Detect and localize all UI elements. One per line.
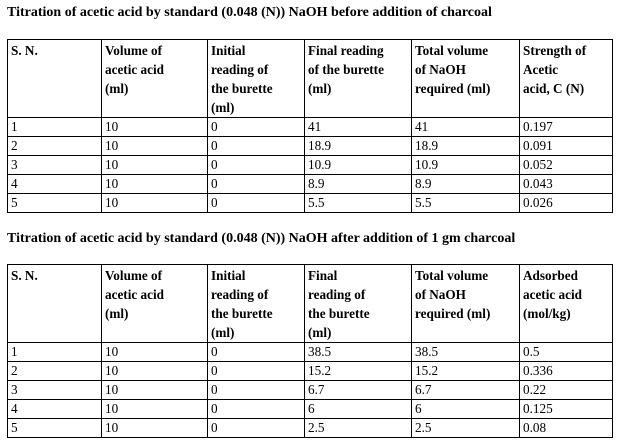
table-row xyxy=(8,400,613,419)
cell-adsorbed: 0.5 xyxy=(520,343,613,362)
cell-final: 41 xyxy=(305,118,412,137)
cell-volume: 10 xyxy=(102,156,208,175)
cell-final: 10.9 xyxy=(305,156,412,175)
cell-total: 6 xyxy=(412,400,520,419)
table-row xyxy=(8,362,613,381)
cell-volume: 10 xyxy=(102,137,208,156)
titration-before-charcoal-table xyxy=(7,39,613,213)
table-header-row xyxy=(8,40,613,118)
header-adsorbed-acetic-acid: Adsorbed acetic acid (mol/kg) xyxy=(520,265,613,343)
header-initial-reading: Initial reading of the burette (ml) xyxy=(208,40,305,118)
header-sn: S. N. xyxy=(8,40,102,118)
cell-adsorbed: 0.08 xyxy=(520,419,613,438)
cell-strength: 0.043 xyxy=(520,175,613,194)
cell-sn: 2 xyxy=(8,137,102,156)
cell-strength: 0.091 xyxy=(520,137,613,156)
cell-total: 2.5 xyxy=(412,419,520,438)
table-row xyxy=(8,175,613,194)
cell-final: 18.9 xyxy=(305,137,412,156)
cell-total: 38.5 xyxy=(412,343,520,362)
cell-final: 6 xyxy=(305,400,412,419)
cell-sn: 5 xyxy=(8,419,102,438)
cell-initial: 0 xyxy=(208,194,305,213)
table-row xyxy=(8,194,613,213)
cell-strength: 0.026 xyxy=(520,194,613,213)
table-header-row xyxy=(8,265,613,343)
cell-final: 6.7 xyxy=(305,381,412,400)
cell-volume: 10 xyxy=(102,362,208,381)
cell-final: 5.5 xyxy=(305,194,412,213)
header-total-volume-naoh: Total volume of NaOH required (ml) xyxy=(412,40,520,118)
cell-initial: 0 xyxy=(208,381,305,400)
cell-volume: 10 xyxy=(102,419,208,438)
table-row xyxy=(8,419,613,438)
cell-adsorbed: 0.125 xyxy=(520,400,613,419)
header-final-reading: Final reading of the burette (ml) xyxy=(305,40,412,118)
table-row xyxy=(8,343,613,362)
cell-initial: 0 xyxy=(208,343,305,362)
cell-initial: 0 xyxy=(208,419,305,438)
cell-initial: 0 xyxy=(208,175,305,194)
cell-volume: 10 xyxy=(102,194,208,213)
cell-volume: 10 xyxy=(102,175,208,194)
header-strength-acetic-acid: Strength of Acetic acid, C (N) xyxy=(520,40,613,118)
cell-final: 15.2 xyxy=(305,362,412,381)
header-volume-acetic-acid: Volume of acetic acid (ml) xyxy=(102,40,208,118)
table-row xyxy=(8,118,613,137)
cell-total: 10.9 xyxy=(412,156,520,175)
cell-total: 8.9 xyxy=(412,175,520,194)
cell-strength: 0.052 xyxy=(520,156,613,175)
cell-initial: 0 xyxy=(208,362,305,381)
cell-final: 2.5 xyxy=(305,419,412,438)
cell-final: 8.9 xyxy=(305,175,412,194)
cell-initial: 0 xyxy=(208,137,305,156)
cell-volume: 10 xyxy=(102,400,208,419)
cell-sn: 3 xyxy=(8,381,102,400)
cell-volume: 10 xyxy=(102,381,208,400)
cell-total: 6.7 xyxy=(412,381,520,400)
cell-total: 15.2 xyxy=(412,362,520,381)
table1-caption: Titration of acetic acid by standard (0.048 (N)) NaOH before addition of charcoal xyxy=(7,5,492,20)
header-initial-reading: Initial reading of the burette (ml) xyxy=(208,265,305,343)
cell-sn: 2 xyxy=(8,362,102,381)
titration-after-charcoal-table xyxy=(7,264,613,438)
cell-total: 18.9 xyxy=(412,137,520,156)
cell-volume: 10 xyxy=(102,118,208,137)
cell-strength: 0.197 xyxy=(520,118,613,137)
cell-adsorbed: 0.22 xyxy=(520,381,613,400)
cell-total: 5.5 xyxy=(412,194,520,213)
cell-initial: 0 xyxy=(208,400,305,419)
table-row xyxy=(8,137,613,156)
table2-caption: Titration of acetic acid by standard (0.048 (N)) NaOH after addition of 1 gm charcoal xyxy=(7,231,516,246)
cell-sn: 1 xyxy=(8,343,102,362)
table-row xyxy=(8,156,613,175)
cell-initial: 0 xyxy=(208,118,305,137)
cell-sn: 5 xyxy=(8,194,102,213)
cell-adsorbed: 0.336 xyxy=(520,362,613,381)
cell-sn: 4 xyxy=(8,175,102,194)
cell-sn: 3 xyxy=(8,156,102,175)
cell-initial: 0 xyxy=(208,156,305,175)
header-sn: S. N. xyxy=(8,265,102,343)
table-row xyxy=(8,381,613,400)
cell-final: 38.5 xyxy=(305,343,412,362)
cell-sn: 4 xyxy=(8,400,102,419)
cell-volume: 10 xyxy=(102,343,208,362)
header-volume-acetic-acid: Volume of acetic acid (ml) xyxy=(102,265,208,343)
cell-total: 41 xyxy=(412,118,520,137)
header-final-reading: Final reading of the burette (ml) xyxy=(305,265,412,343)
header-total-volume-naoh: Total volume of NaOH required (ml) xyxy=(412,265,520,343)
cell-sn: 1 xyxy=(8,118,102,137)
